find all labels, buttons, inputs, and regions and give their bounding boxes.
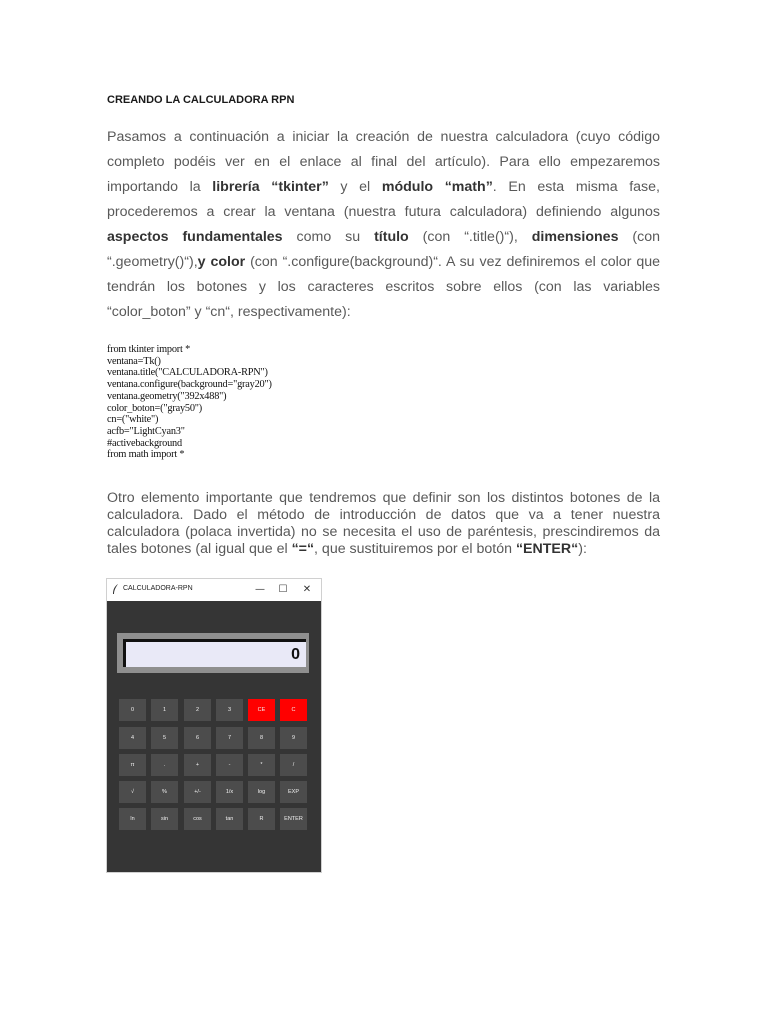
para2-bold-equals: “=“ xyxy=(291,541,315,557)
key--symbol[interactable]: . xyxy=(151,754,178,776)
para1-bold-aspectos: aspectos fundamentales xyxy=(107,229,283,245)
key-4[interactable]: 4 xyxy=(119,727,146,749)
para2-text-1: Otro elemento importante que tendremos que definir son los distintos botones de la calculadora. Dado el método de introducción de datos que va a tener nuestra calculadora (polaca invertida) no se necesita el uso de paréntesis, prescindiremos da tales botones (al igual que el xyxy=(107,490,660,557)
key-ln[interactable]: ln xyxy=(119,808,146,830)
para2-text-2: , que sustituiremos por el botón xyxy=(314,541,516,557)
key-CE[interactable]: CE xyxy=(248,699,275,721)
key-9[interactable]: 9 xyxy=(280,727,307,749)
window-title: CALCULADORA-RPN xyxy=(123,585,193,592)
para1-text-2: y el xyxy=(328,179,382,195)
para2-text-3: ): xyxy=(578,541,587,557)
para1-text-3: . En esta misma fase, procederemos a crear la ventana (nuestra futura calculadora) definiendo algunos xyxy=(107,179,660,220)
key-0[interactable]: 0 xyxy=(119,699,146,721)
para1-text-7: (con “.configure(background)“. A su vez definiremos el color que tendrán los botones y los caracteres escritos sobre ellos (con las variables “color_boton” y “cn“, respectivamente): xyxy=(107,254,660,320)
key-8[interactable]: 8 xyxy=(248,727,275,749)
para1-text-4: como su xyxy=(282,229,375,245)
key-7[interactable]: 7 xyxy=(216,727,243,749)
code-line: from tkinter import * xyxy=(107,344,191,355)
para1-bold-color: y color xyxy=(197,254,246,270)
code-line: cn=("white") xyxy=(107,414,159,426)
key-3[interactable]: 3 xyxy=(216,699,243,721)
key--symbol[interactable]: / xyxy=(280,754,307,776)
para1-bold-titulo: título xyxy=(374,229,409,245)
key-5[interactable]: 5 xyxy=(151,727,178,749)
key--symbol[interactable]: +/- xyxy=(184,781,211,803)
code-line: acfb="LightCyan3" xyxy=(107,425,185,437)
para1-text-5: (con “.title()“), xyxy=(408,229,532,245)
key-log[interactable]: log xyxy=(248,781,275,803)
feather-icon xyxy=(112,584,119,595)
key--symbol[interactable]: √ xyxy=(119,781,146,803)
calculator-screenshot xyxy=(107,579,321,872)
display-value: 0 xyxy=(291,646,300,663)
code-line: #activebackground xyxy=(107,437,182,449)
key-sin[interactable]: sin xyxy=(151,808,178,830)
code-line: ventana.title("CALCULADORA-RPN") xyxy=(107,367,268,379)
key--symbol[interactable]: % xyxy=(151,781,178,803)
intro-paragraph xyxy=(107,125,660,325)
maximize-button[interactable]: ☐ xyxy=(278,584,288,595)
code-line: ventana=Tk() xyxy=(107,355,161,367)
key-cos[interactable]: cos xyxy=(184,808,211,830)
buttons-paragraph xyxy=(107,490,660,558)
key-1[interactable]: 1 xyxy=(151,699,178,721)
code-block xyxy=(107,344,272,461)
para1-text-6: (con “.geometry()“), xyxy=(107,229,661,270)
key--symbol[interactable]: + xyxy=(184,754,211,776)
para1-bold-modulo: módulo “math” xyxy=(381,179,493,195)
display-field xyxy=(123,639,306,667)
para2-bold-enter: “ENTER“ xyxy=(515,541,579,557)
minimize-button[interactable]: — xyxy=(255,584,265,595)
code-line: ventana.geometry("392x488") xyxy=(107,390,227,402)
key-ENTER[interactable]: ENTER xyxy=(280,808,307,830)
key--symbol[interactable]: * xyxy=(248,754,275,776)
key-6[interactable]: 6 xyxy=(184,727,211,749)
key-EXP[interactable]: EXP xyxy=(280,781,307,803)
key-2[interactable]: 2 xyxy=(184,699,211,721)
code-line: color_boton=("gray50") xyxy=(107,402,203,414)
display-frame xyxy=(117,633,309,673)
para1-text-1: Pasamos a continuación a iniciar la creación de nuestra calculadora (cuyo código completo podéis ver en el enlace al final del artículo). Para ello empezaremos importando la xyxy=(107,129,660,195)
close-button[interactable]: ✕ xyxy=(302,584,312,595)
para1-bold-dimensiones: dimensiones xyxy=(531,229,619,245)
key-1x-symbol[interactable]: 1/x xyxy=(216,781,243,803)
key-C[interactable]: C xyxy=(280,699,307,721)
key--symbol[interactable]: - xyxy=(216,754,243,776)
code-line: from math import * xyxy=(107,449,185,461)
key-tan[interactable]: tan xyxy=(216,808,243,830)
window-titlebar xyxy=(107,579,321,601)
code-line: ventana.configure(background="gray20") xyxy=(107,379,272,391)
para1-bold-libreria: librería “tkinter” xyxy=(212,179,329,195)
article-heading: CREANDO LA CALCULADORA RPN xyxy=(107,94,295,106)
key--symbol[interactable]: π xyxy=(119,754,146,776)
key-R[interactable]: R xyxy=(248,808,275,830)
